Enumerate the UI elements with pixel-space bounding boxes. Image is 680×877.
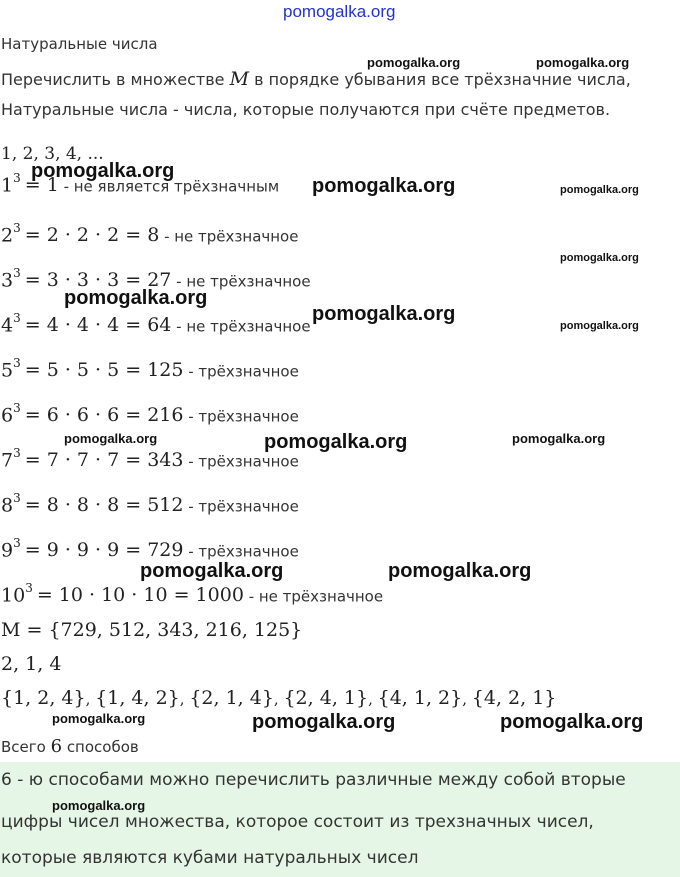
cube-description: - не трёхзначное: [243, 587, 384, 606]
watermark: pomogalka.org: [312, 303, 456, 325]
conclusion-line-3: которые являются кубами натуральных чисел: [1, 848, 419, 868]
permutation: {1, 2, 4}: [1, 687, 86, 709]
total-suffix: способов: [62, 738, 139, 756]
cube-expression: = 8 · 8 · 8 = 512: [24, 494, 184, 517]
cube-base: 3: [1, 269, 14, 292]
cube-description: - трёхзначное: [183, 407, 299, 426]
digits-line: 2, 1, 4: [1, 653, 62, 675]
watermark: pomogalka.org: [500, 711, 644, 733]
task-suffix: в порядке убывания все трёхзначние числа,: [249, 70, 631, 89]
cube-base: 1: [1, 174, 14, 197]
cube-expression: = 9 · 9 · 9 = 729: [24, 539, 184, 562]
permutation: {2, 4, 1}: [283, 687, 369, 709]
watermark: pomogalka.org: [536, 55, 630, 70]
cube-description: - не трёхзначное: [159, 227, 299, 246]
cube-line: [1, 313, 311, 336]
cube-base: 9: [1, 539, 14, 562]
total-prefix: Всего: [1, 738, 51, 756]
cube-expression: = 6 · 6 · 6 = 216: [24, 404, 184, 427]
watermark: pomogalka.org: [252, 711, 396, 733]
watermark: pomogalka.org: [312, 175, 456, 197]
task-text: [1, 68, 631, 90]
permutation: {2, 1, 4}: [189, 687, 274, 709]
cube-description: - трёхзначное: [183, 542, 299, 561]
total-line: [1, 736, 139, 757]
permutations-line: {1, 2, 4}, {1, 4, 2}, {2, 1, 4}, {2, 4, 1}, {4, 1, 2}, {4, 2, 1}: [1, 687, 557, 709]
cube-base: 6: [1, 404, 14, 427]
cube-line: [1, 448, 299, 471]
cube-expression: = 3 · 3 · 3 = 27: [24, 269, 172, 292]
cube-expression: = 4 · 4 · 4 = 64: [24, 314, 172, 337]
cube-base: 2: [1, 224, 14, 247]
cube-exponent: 3: [13, 266, 21, 280]
cube-line: [1, 403, 299, 426]
cube-exponent: 3: [13, 446, 21, 460]
cube-expression: = 5 · 5 · 5 = 125: [24, 359, 184, 382]
permutation: {4, 1, 2}: [377, 687, 463, 709]
cube-base: 5: [1, 359, 14, 382]
cube-expression: = 1: [24, 174, 59, 197]
cube-exponent: 3: [13, 401, 21, 415]
cube-exponent: 3: [13, 311, 21, 325]
cube-line: [1, 358, 299, 381]
watermark: pomogalka.org: [560, 320, 639, 332]
cube-base: 10: [1, 584, 26, 607]
watermark: pomogalka.org: [52, 798, 146, 813]
watermark: pomogalka.org: [264, 431, 408, 453]
natural-sequence: 1, 2, 3, 4, ...: [1, 144, 104, 164]
cube-description: - трёхзначное: [183, 497, 299, 516]
watermark: pomogalka.org: [367, 55, 461, 70]
conclusion-box: [0, 762, 680, 877]
cube-base: 8: [1, 494, 14, 517]
watermark: pomogalka.org: [560, 184, 639, 196]
task-prefix: Перечислить в множестве: [1, 70, 230, 89]
cube-exponent: 3: [13, 221, 21, 235]
site-link[interactable]: pomogalka.org: [283, 2, 396, 21]
watermark: pomogalka.org: [52, 711, 146, 726]
watermark: pomogalka.org: [31, 160, 175, 182]
cube-expression: = 10 · 10 · 10 = 1000: [36, 584, 244, 607]
cube-description: - трёхзначное: [183, 362, 299, 381]
cube-description: - не трёхзначное: [171, 272, 311, 291]
watermark: pomogalka.org: [64, 287, 208, 309]
cube-exponent: 3: [13, 356, 21, 370]
cube-expression: = 2 · 2 · 2 = 8: [24, 224, 160, 247]
conclusion-line-1: 6 - ю способами можно перечислить различные между собой вторые: [1, 770, 626, 790]
definition-text: Натуральные числа - числа, которые получаются при счёте предметов.: [1, 100, 611, 119]
cube-exponent: 3: [13, 536, 21, 550]
cube-base: 4: [1, 314, 14, 337]
permutation: {1, 4, 2}: [95, 687, 180, 709]
watermark: pomogalka.org: [560, 252, 639, 264]
cube-description: - трёхзначное: [183, 452, 299, 471]
total-number: 6: [50, 736, 63, 757]
cube-line: [1, 538, 299, 561]
cube-expression: = 7 · 7 · 7 = 343: [24, 449, 184, 472]
watermark: pomogalka.org: [140, 560, 284, 582]
section-heading: Натуральные числа: [1, 35, 158, 53]
watermark: pomogalka.org: [512, 431, 606, 446]
cube-base: 7: [1, 449, 14, 472]
cube-exponent: 3: [13, 491, 21, 505]
cube-line: [1, 583, 383, 606]
cube-exponent: 3: [13, 171, 21, 185]
permutation: {4, 2, 1}: [471, 687, 557, 709]
conclusion-line-2: цифры чисел множества, которое состоит из трехзначных чисел,: [1, 812, 594, 832]
cube-line: [1, 223, 298, 246]
set-m: M = {729, 512, 343, 216, 125}: [1, 619, 303, 641]
cube-exponent: 3: [25, 581, 33, 595]
cube-line: [1, 493, 299, 516]
cube-description: - не трёхзначное: [171, 317, 311, 336]
cube-description: - не является трёхзначным: [58, 177, 280, 196]
watermark: pomogalka.org: [64, 431, 158, 446]
watermark: pomogalka.org: [388, 560, 532, 582]
task-variable: M: [229, 68, 250, 90]
